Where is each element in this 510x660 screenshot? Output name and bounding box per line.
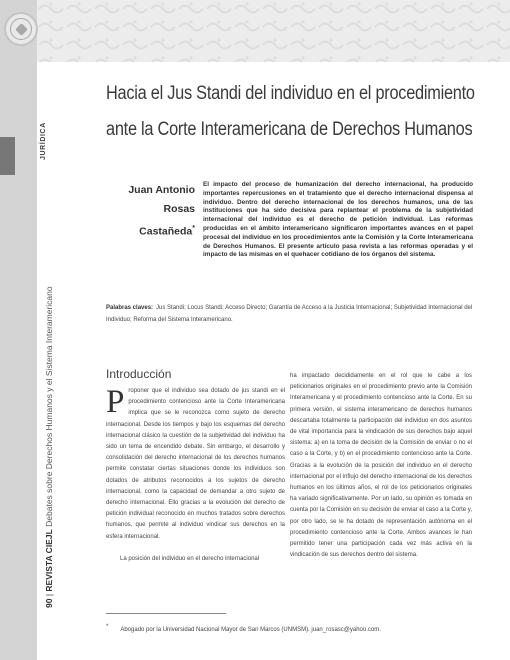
journal-name: REVISTA CIEJL <box>44 529 54 592</box>
footnote-text: Abogado por la Universidad Nacional Mayor de San Marcos (UNMSM). juan_rosasc@yahoo.com. <box>120 627 381 633</box>
running-title: 90 | REVISTA CIEJL Debates sobre Derechos Humanos y el Sistema Interamericano <box>44 286 54 608</box>
footnote-marker: * <box>192 225 195 232</box>
keywords <box>106 302 478 326</box>
header-band <box>37 0 510 62</box>
title-line: ante la Corte Interamericana de Derechos Humanos <box>106 119 473 140</box>
section-heading: Introducción <box>106 367 172 381</box>
title-line: Hacia el Jus Standi del individuo en el procedimiento <box>106 83 475 104</box>
section-tag: JURÍDICA <box>40 122 47 160</box>
article-title <box>106 76 484 148</box>
section-tab-marker <box>0 137 15 175</box>
abstract: El impacto del proceso de humanización del derecho internacional, ha producido importantes repercusiones en el tratamiento que el derecho internacional dispensa al individuo. Dentro del derecho internacional de los derechos humanos, una de las instituciones que ha sido decisiva para replantear el problema de la subjetividad internacional del individuo es el derecho de petición individual. Las reformas producidas en el ámbito interamericano significaron importantes avances en el papel procesal del individuo en los procedimientos ante la Comisión y la Corte Interamericana de Derechos Humanos. El presente artículo pasa revista a las reformas operadas y el impacto de las mismas en el quehacer cotidiano de los órganos del sistema. <box>203 181 473 259</box>
keywords-text: Jus Standi; Locus Standi; Acceso Directo; Garantía de Acceso a la Justicia Internacional; Subjetividad Internacional del Individuo; Reforma del Sistema Interamericano. <box>106 305 473 323</box>
decorative-pattern <box>37 0 510 62</box>
body-column-right: ha impactado decididamente en el rol que le cabe a los peticionarios originales en el procedimiento previo ante la Comisión Interamericana y el procedimiento contencioso ante la Corte. En su primera versión, el sistema interamericano de derechos humanos descartaba totalmente la participación del individuo en dos asuntos de vital importancia para la vindicación de sus derechos bajo aquel sistema: a) en la toma de decisión de la Comisión de enviar o no el caso a la Corte, y b) en el procedimiento contencioso ante la Corte. Gracias a la evolución de la posición del individuo en el derecho internacional por el influjo del derecho internacional de los derechos humanos en los últimos años, el rol de los peticionarios originales ha variado significativamente. Por un lado, su opinión es tomada en cuenta por la Comisión en su decisión de enviar el caso a la Corte y, por otro lado, se le ha dotado de representación autónoma en el procedimiento contencioso ante la Corte. Ambos avances le han permitido tener una participación cada vez más activa en la vindicación de sus derechos dentro del sistema. <box>290 373 472 559</box>
paragraph: roponer que el individuo sea dotado de jus standi en el procedimiento contencioso ante la Corte Interamericana implica que se le reconozca como sujeto de derecho internacional. Desde los tiempos y bajo los esquemas del derecho internacional clásico la cuestión de la subjetividad del individuo ha sido un tema de encendido debate. Sin embargo, el desarrollo y consolidación del derecho internacional de los derechos humanos permite constatar ciertas situaciones donde los individuos son dotados de atributos reconocidos a los sujetos de derecho internacional, como la capacidad de demandar a otro sujeto de derecho internacional. Ello gracias a la evolución del derecho de petición individual reconocido en muchos tratados sobre derechos humanos, que permite al individuo vindicar sus derechos en la esfera internacional. <box>106 388 285 540</box>
drop-cap: P <box>106 384 125 420</box>
keywords-label: Palabras claves: <box>106 305 154 311</box>
institution-seal-icon <box>4 12 38 46</box>
page-number: 90 <box>44 598 54 608</box>
footnote <box>106 624 466 633</box>
side-strip <box>0 0 37 660</box>
author-name: Juan Antonio Rosas Castañeda* <box>128 184 195 238</box>
footnote-divider <box>106 613 226 614</box>
article-running-title: Debates sobre Derechos Humanos y el Sistema Interamericano <box>44 286 54 527</box>
paragraph: La posición del individuo en el derecho internacional <box>120 555 260 562</box>
footnote-marker: * <box>106 624 109 630</box>
body-column-left <box>106 386 285 565</box>
